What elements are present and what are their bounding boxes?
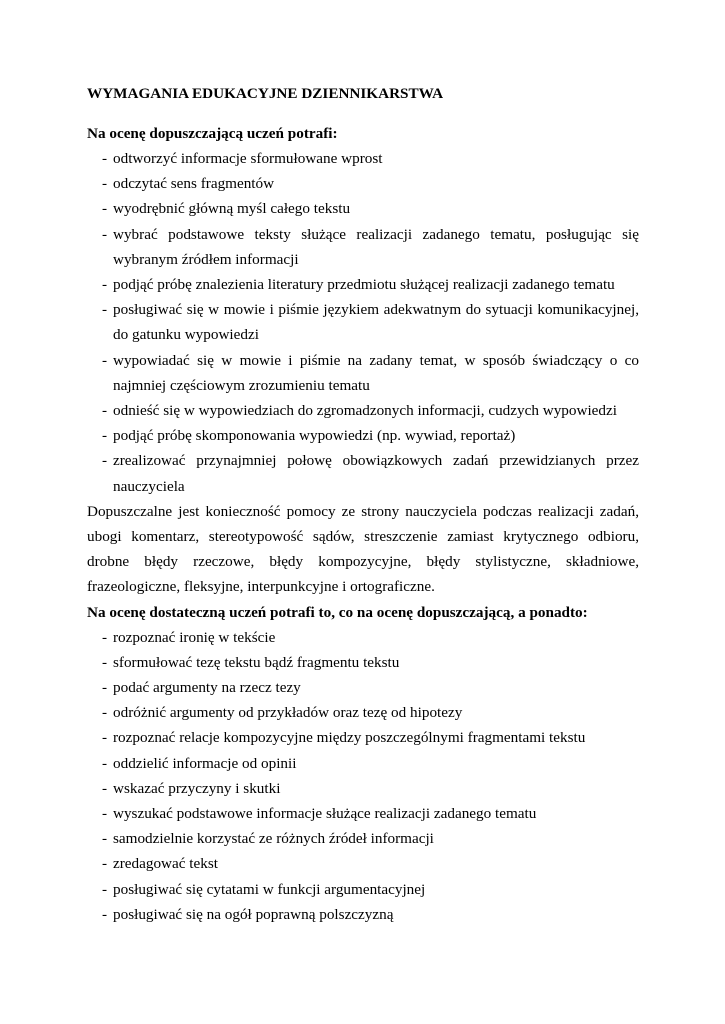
list-dash: - xyxy=(102,880,108,898)
list-dash: - xyxy=(102,150,108,167)
list-item xyxy=(87,826,639,851)
list-item xyxy=(87,171,639,196)
list-item-text: posługiwać się cytatami w funkcji argumentacyjnej xyxy=(113,880,426,898)
list-dash: - xyxy=(102,175,108,193)
list-dash: - xyxy=(102,779,108,797)
list-item-text: wybrać podstawowe teksty służące realizacji zadanego tematu, posługując się wybranym źródłem informacji xyxy=(113,225,639,268)
list-dash: - xyxy=(102,805,108,823)
list-item-text: odróżnić argumenty od przykładów oraz tezę od hipotezy xyxy=(113,704,463,722)
document-page xyxy=(87,84,639,927)
list-item-text: sformułować tezę tekstu bądź fragmentu tekstu xyxy=(113,653,400,671)
list-item xyxy=(87,700,639,725)
list-item-text: wypowiadać się w mowie i piśmie na zadany temat, w sposób świadczący o co najmniej częściowym zrozumieniu tematu xyxy=(113,351,639,394)
list-dash: - xyxy=(102,427,108,445)
list-item xyxy=(87,222,639,272)
list-item-text: wyszukać podstawowe informacje służące realizacji zadanego tematu xyxy=(113,805,537,823)
list-item xyxy=(87,423,639,448)
list-item xyxy=(87,398,639,423)
list-item xyxy=(87,625,639,650)
list-dash: - xyxy=(102,729,108,747)
list-dash: - xyxy=(102,276,108,294)
list-item xyxy=(87,877,639,902)
list-dash: - xyxy=(102,200,108,218)
list-item-text: oddzielić informacje od opinii xyxy=(113,754,297,772)
list-item-text: zrealizować przynajmniej połowę obowiązkowych zadań przewidzianych przez nauczyciela xyxy=(113,452,639,495)
list-dash: - xyxy=(102,628,108,646)
list-item-text: zredagować tekst xyxy=(113,855,218,873)
list-dash: - xyxy=(102,754,108,772)
list-dash: - xyxy=(102,679,108,697)
list-dash: - xyxy=(102,830,108,848)
list-item xyxy=(87,801,639,826)
list-item-text: wyodrębnić główną myśl całego tekstu xyxy=(113,200,351,218)
list-item-text: posługiwać się w mowie i piśmie językiem adekwatnym do sytuacji komunikacyjnej, do gatunku wypowiedzi xyxy=(113,301,639,344)
list-item xyxy=(87,297,639,347)
requirements-list-dopuszczajaca xyxy=(87,146,639,499)
list-item xyxy=(87,448,639,498)
list-item xyxy=(87,650,639,675)
list-item xyxy=(87,851,639,876)
list-dash: - xyxy=(102,653,108,671)
list-item xyxy=(87,272,639,297)
list-item-text: samodzielnie korzystać ze różnych źródeł informacji xyxy=(113,830,434,848)
list-item-text: odnieść się w wypowiedziach do zgromadzonych informacji, cudzych wypowiedzi xyxy=(113,402,617,420)
list-dash: - xyxy=(102,402,108,420)
list-item xyxy=(87,751,639,776)
list-dash: - xyxy=(102,301,108,319)
tolerance-paragraph: Dopuszczalne jest konieczność pomocy ze strony nauczyciela podczas realizacji zadań, ubogi komentarz, stereotypowość sądów, streszczenie zamiast krytycznego odbioru, drobne błędy rzeczowe, błędy kompozycyjne, błędy stylistyczne, składniowe, frazeologiczne, fleksyjne, interpunkcyjne i ortograficzne. xyxy=(87,502,639,596)
list-dash: - xyxy=(102,905,108,923)
list-item xyxy=(87,902,639,927)
list-item xyxy=(87,675,639,700)
list-item xyxy=(87,196,639,221)
list-item xyxy=(87,348,639,398)
list-dash: - xyxy=(102,855,108,873)
list-item xyxy=(87,725,639,750)
list-item xyxy=(87,146,639,171)
list-dash: - xyxy=(102,704,108,722)
list-item xyxy=(87,776,639,801)
section-heading-dostateczna: Na ocenę dostateczną uczeń potrafi to, co na ocenę dopuszczającą, a ponadto: xyxy=(87,603,588,621)
list-item-text: rozpoznać relacje kompozycyjne między poszczególnymi fragmentami tekstu xyxy=(113,729,586,747)
list-item-text: podjąć próbę skomponowania wypowiedzi (np. wywiad, reportaż) xyxy=(113,427,516,445)
list-item-text: posługiwać się na ogół poprawną polszczyzną xyxy=(113,905,394,923)
list-item-text: odczytać sens fragmentów xyxy=(113,175,275,193)
list-item-text: wskazać przyczyny i skutki xyxy=(113,779,281,797)
list-item-text: podjąć próbę znalezienia literatury przedmiotu służącej realizacji zadanego tematu xyxy=(113,276,615,294)
list-dash: - xyxy=(102,452,108,470)
list-dash: - xyxy=(102,225,108,243)
list-dash: - xyxy=(102,351,108,369)
section-heading-dopuszczajaca: Na ocenę dopuszczającą uczeń potrafi: xyxy=(87,125,338,142)
list-item-text: rozpoznać ironię w tekście xyxy=(113,628,276,646)
list-item-text: odtworzyć informacje sformułowane wprost xyxy=(113,150,383,167)
requirements-list-dostateczna xyxy=(87,625,639,927)
list-item-text: podać argumenty na rzecz tezy xyxy=(113,679,301,697)
document-title: WYMAGANIA EDUKACYJNE DZIENNIKARSTWA xyxy=(87,85,444,102)
